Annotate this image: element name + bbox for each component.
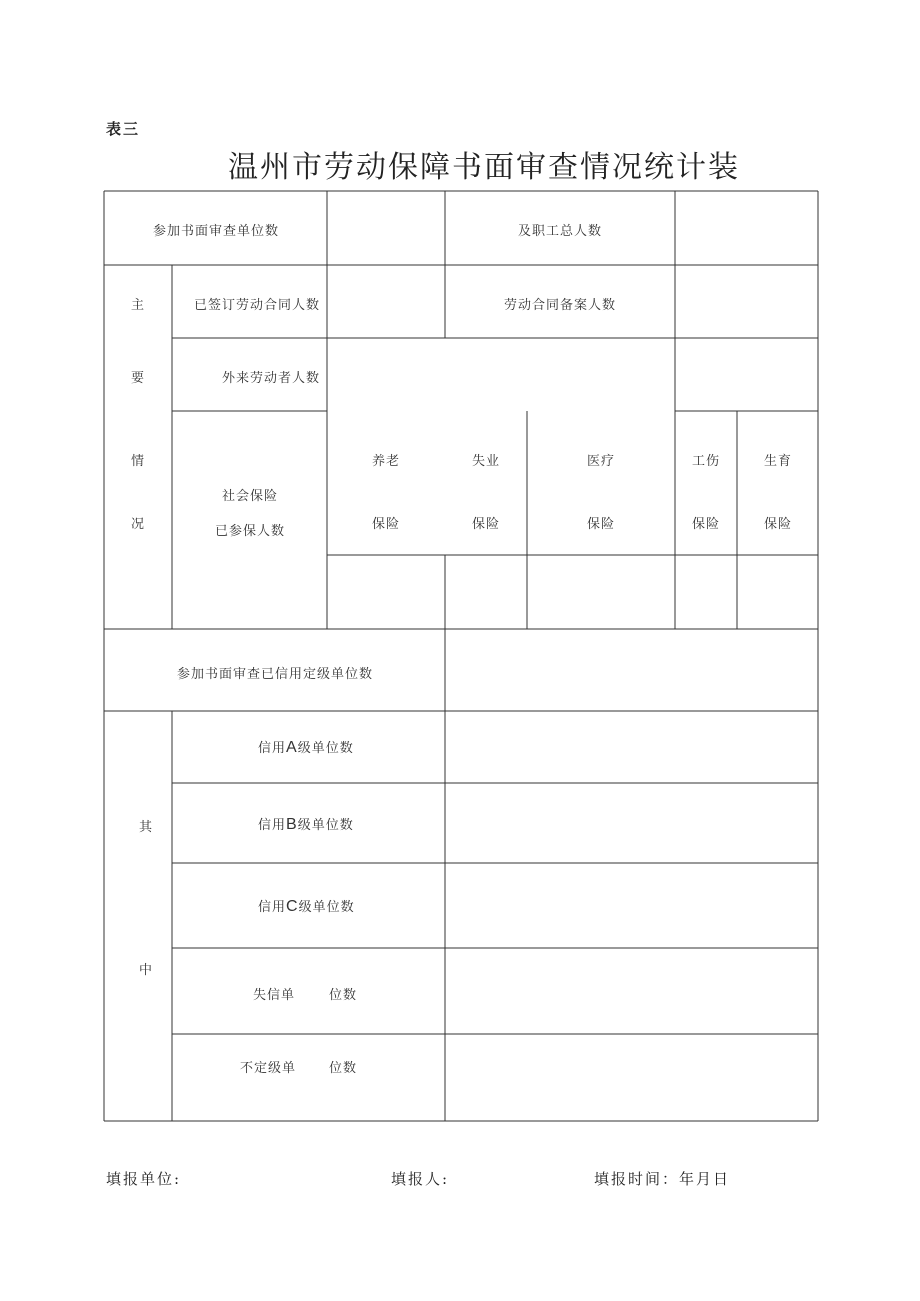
credit-a-label: 信用A级单位数 — [258, 739, 354, 756]
medical-insurance-label-2: 保险 — [586, 517, 616, 532]
reporter-label: 填报人: — [391, 1170, 450, 1188]
dishonest-units-label-1: 失信单 — [253, 988, 296, 1003]
injury-insurance-label-2: 保险 — [691, 517, 721, 532]
migrant-workers-label: 外来劳动者人数 — [221, 371, 321, 386]
form-label: 表三 — [106, 120, 141, 138]
unemployment-insurance-label-2: 保险 — [471, 517, 501, 532]
main-situation-char-1: 主 — [130, 298, 146, 313]
unemployment-insurance-label-1: 失业 — [471, 454, 501, 469]
credit-rated-units-label: 参加书面审查已信用定级单位数 — [176, 667, 374, 682]
main-situation-char-4: 况 — [130, 517, 146, 532]
medical-insurance-label-1: 医疗 — [586, 454, 616, 469]
page-title: 温州市劳动保障书面审查情况统计装 — [228, 150, 740, 185]
contract-filed-label: 劳动合同备案人数 — [503, 298, 617, 313]
main-situation-char-2: 要 — [130, 371, 146, 386]
unrated-units-label-1: 不定级单 — [240, 1061, 297, 1076]
among-them-char-1: 其 — [138, 820, 154, 835]
total-staff-label: 及职工总人数 — [517, 224, 603, 239]
units-in-review-label: 参加书面审查单位数 — [152, 224, 280, 239]
contract-signed-label: 已签订劳动合同人数 — [193, 298, 321, 313]
pension-insurance-label-2: 保险 — [371, 517, 401, 532]
reporting-unit-label: 填报单位: — [106, 1170, 182, 1188]
maternity-insurance-label-2: 保险 — [763, 517, 793, 532]
unrated-units-label-2: 位数 — [329, 1061, 358, 1076]
maternity-insurance-label-1: 生育 — [763, 454, 793, 469]
pension-insurance-label-1: 养老 — [371, 454, 401, 469]
report-date-label: 填报时间：年月日 — [594, 1170, 731, 1188]
credit-c-label: 信用C级单位数 — [258, 898, 355, 915]
credit-b-label: 信用B级单位数 — [258, 816, 354, 833]
social-insurance-label-1: 社会保险 — [221, 489, 279, 504]
main-situation-char-3: 情 — [130, 454, 146, 469]
social-insurance-label-2: 已参保人数 — [214, 524, 286, 539]
injury-insurance-label-1: 工伤 — [691, 454, 721, 469]
dishonest-units-label-2: 位数 — [329, 988, 358, 1003]
among-them-char-2: 中 — [138, 963, 154, 978]
